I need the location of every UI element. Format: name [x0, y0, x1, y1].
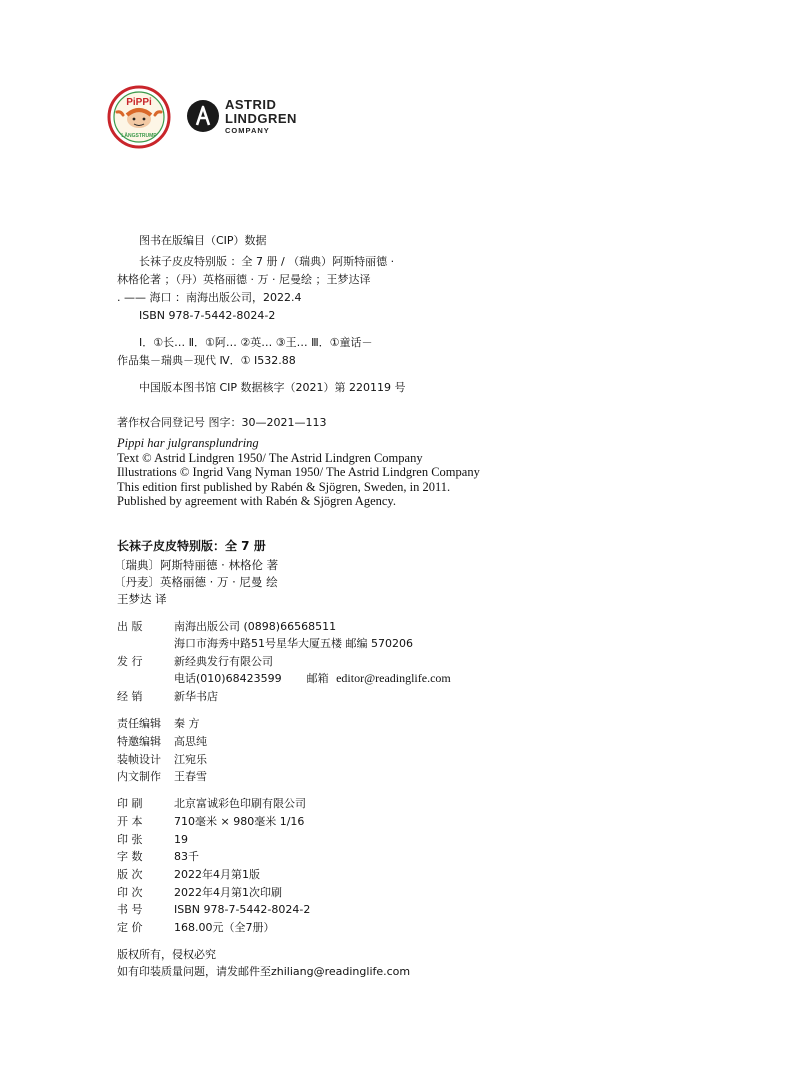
- spec-label: 定 价: [117, 921, 143, 934]
- rights-notice: 版权所有，侵权必究: [117, 948, 216, 961]
- staff-label: 内文制作: [117, 770, 161, 783]
- quality-notice: 如有印装质量问题，请发邮件至zhiliang@readinglife.com: [117, 965, 411, 978]
- english-line: Illustrations © Ingrid Vang Nyman 1950/ The Astrid Lindgren Company: [117, 465, 480, 479]
- cip-data-number: 中国版本图书馆 CIP 数据核字（2021）第 220119 号: [139, 381, 406, 394]
- email-label: 邮箱: [306, 672, 329, 685]
- spec-label: 版 次: [117, 868, 143, 881]
- spec-value: 83千: [174, 850, 199, 863]
- distributor-value: 新经典发行有限公司: [174, 655, 273, 668]
- staff-label: 责任编辑: [117, 717, 161, 730]
- cip-line: ISBN 978-7-5442-8024-2: [139, 309, 276, 322]
- staff-label: 装帧设计: [117, 753, 161, 766]
- pippi-logo-top-text: PiPPi: [126, 97, 152, 108]
- distributor-label: 发 行: [117, 655, 143, 668]
- cip-line: . —— 海口 ：南海出版公司，2022.4: [117, 291, 302, 304]
- seller-label: 经 销: [117, 690, 143, 703]
- distributor-phone: 电话(010)68423599: [174, 672, 282, 685]
- publisher-label: 出 版: [117, 620, 143, 633]
- spec-value: 2022年4月第1次印刷: [174, 886, 282, 899]
- spec-value: 19: [174, 833, 188, 846]
- staff-label: 特邀编辑: [117, 735, 161, 748]
- english-line: This edition first published by Rabén & Sjögren, Sweden, in 2011.: [117, 480, 451, 494]
- pippi-langstrump-logo: [107, 85, 171, 149]
- staff-value: 秦 方: [174, 717, 200, 730]
- alc-emblem-icon: [186, 99, 220, 133]
- english-line: Published by agreement with Rabén & Sjögren Agency.: [117, 494, 396, 508]
- spec-label: 印 次: [117, 886, 143, 899]
- copyright-registration: 著作权合同登记号 图字：30—2021—113: [117, 416, 327, 429]
- cip-heading: 图书在版编目（CIP）数据: [139, 234, 267, 247]
- spec-label: 书 号: [117, 903, 143, 916]
- distributor-contact: [174, 670, 451, 687]
- spec-label: 印 刷: [117, 797, 143, 810]
- spec-label: 印 张: [117, 833, 143, 846]
- astrid-lindgren-company-logo: [186, 97, 316, 137]
- alc-logo-line2: LINDGREN: [225, 111, 297, 126]
- alc-logo-line1: ASTRID: [225, 97, 277, 112]
- spec-label: 开 本: [117, 815, 143, 828]
- spec-value: 710毫米 × 980毫米 1/16: [174, 815, 305, 828]
- original-title: Pippi har julgransplundring: [117, 436, 259, 450]
- email-value: editor@readinglife.com: [336, 671, 451, 685]
- cip-line: 作品集－瑞典－现代 Ⅳ．① I532.88: [117, 354, 296, 367]
- pippi-logo-bottom-text: LÅNGSTRUMP: [121, 133, 157, 139]
- english-line: Text © Astrid Lindgren 1950/ The Astrid Lindgren Company: [117, 451, 423, 465]
- spec-value: 北京富诚彩色印刷有限公司: [174, 797, 306, 810]
- staff-value: 江宛乐: [174, 753, 207, 766]
- book-title: 长袜子皮皮特别版：全 7 册: [117, 539, 266, 553]
- spec-value: 2022年4月第1版: [174, 868, 260, 881]
- publisher-address: 海口市海秀中路51号星华大厦五楼 邮编 570206: [174, 637, 413, 650]
- seller-value: 新华书店: [174, 690, 218, 703]
- staff-value: 高思纯: [174, 735, 207, 748]
- cip-line: 长袜子皮皮特别版 ：全 7 册 / （瑞典）阿斯特丽德 ·: [139, 255, 395, 268]
- cip-line: Ⅰ．①长… Ⅱ．①阿… ②英… ③王… Ⅲ．①童话－: [139, 336, 373, 349]
- publisher-value: 南海出版公司 (0898)66568511: [174, 620, 337, 633]
- spec-value: ISBN 978-7-5442-8024-2: [174, 903, 311, 916]
- spec-value: 168.00元（全7册）: [174, 921, 275, 934]
- staff-value: 王春雪: [174, 770, 207, 783]
- alc-logo-line3: COMPANY: [225, 126, 270, 135]
- author-credit: 〔瑞典〕阿斯特丽德 · 林格伦 著: [114, 558, 279, 572]
- cip-line: 林格伦著 ；（丹）英格丽德 · 万 · 尼曼绘 ；王梦达译: [117, 273, 371, 286]
- spec-label: 字 数: [117, 850, 143, 863]
- translator-credit: 王梦达 译: [117, 592, 167, 606]
- illustrator-credit: 〔丹麦〕英格丽德 · 万 · 尼曼 绘: [114, 575, 278, 589]
